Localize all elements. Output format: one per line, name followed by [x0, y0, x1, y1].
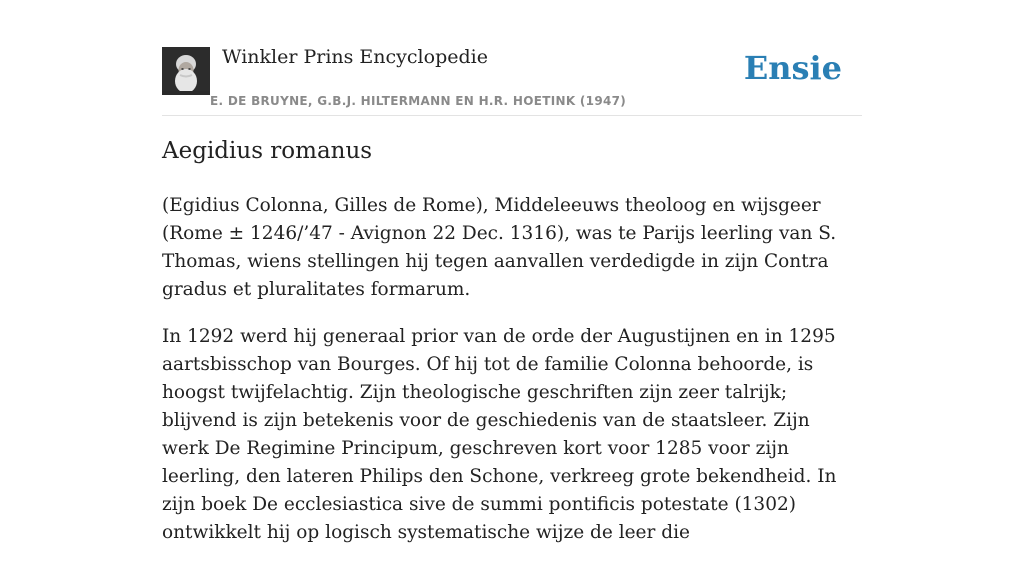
ensie-logo-link[interactable]: Ensie — [743, 49, 842, 87]
article-paragraph-1: (Egidius Colonna, Gilles de Rome), Middeleeuws theoloog en wijsgeer (Rome ± 1246/’47 - Avignon 22 Dec. 1316), was te Parijs leerling van S. Thomas, wiens stellingen hij tegen aanvallen verdedigde in zijn Contra gradus et pluralitates formarum. — [162, 195, 837, 300]
article-body — [162, 192, 862, 566]
article-paragraph-2: In 1292 werd hij generaal prior van de orde der Augustijnen en in 1295 aartsbisschop van Bourges. Of hij tot de familie Colonna behoorde, is hoogst twijfelachtig. Zijn theologische geschriften zijn zeer talrijk; blijvend is zijn betekenis voor de geschiedenis van de staatsleer. Zijn werk De Regimine Principum, geschreven kort voor 1285 voor zijn leerling, den lateren Philips den Schone, verkreeg grote bekendheid. In zijn boek De ecclesiastica sive de summi pontificis potestate (1302) ontwikkelt hij op logisch systematische wijze de leer die — [162, 326, 837, 543]
encyclopedia-title: Winkler Prins Encyclopedie — [222, 46, 488, 68]
encyclopedia-header — [162, 46, 862, 116]
authors-byline: E. DE BRUYNE, G.B.J. HILTERMANN EN H.R. HOETINK (1947) — [210, 94, 627, 108]
article-title: Aegidius romanus — [162, 138, 373, 164]
avatar[interactable] — [162, 47, 210, 95]
bearded-man-portrait-icon — [162, 47, 210, 95]
